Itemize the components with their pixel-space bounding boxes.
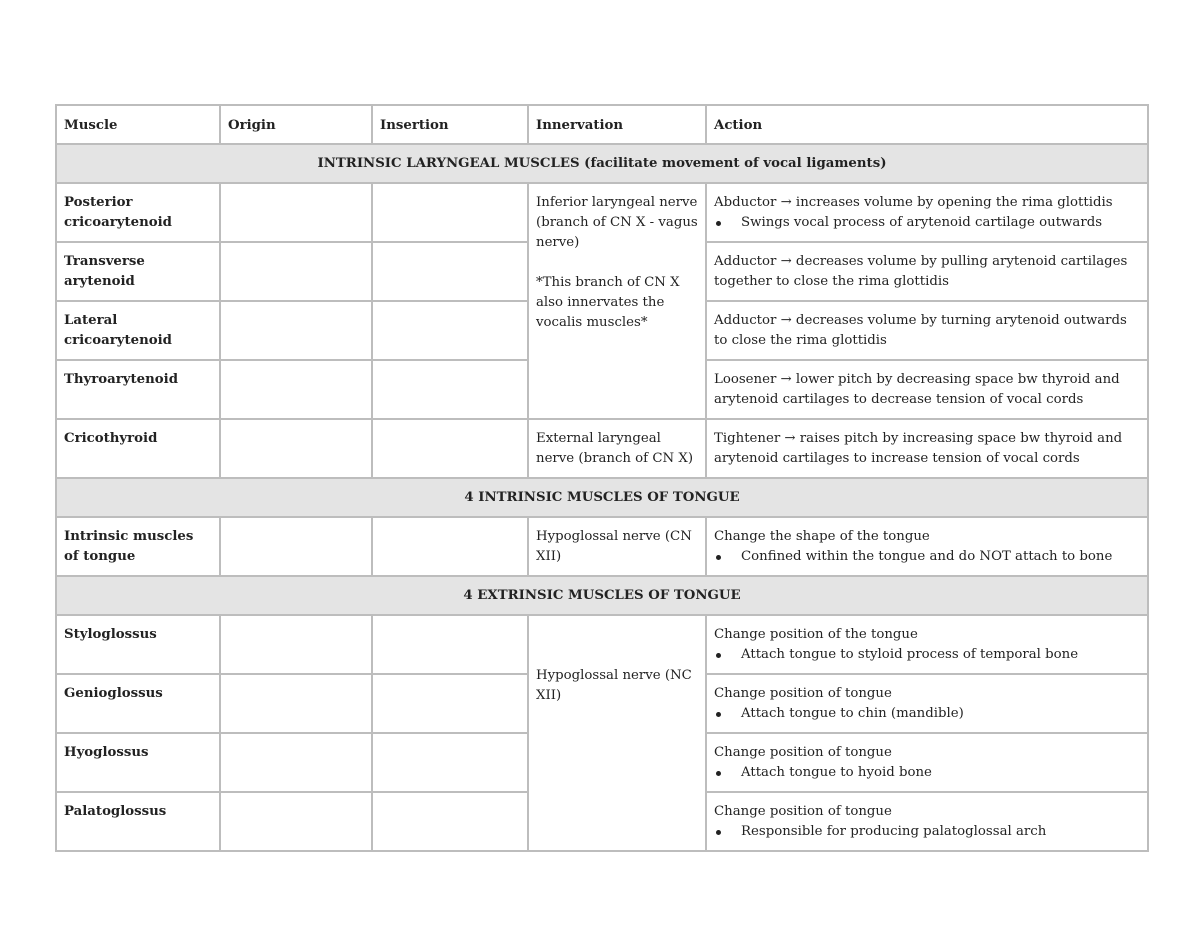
action-text: Change position of tongue bbox=[714, 686, 892, 701]
table-row bbox=[56, 615, 1148, 674]
muscle-name: Styloglossus bbox=[56, 615, 220, 674]
action-bullet: Swings vocal process of arytenoid cartilage outwards bbox=[714, 213, 1140, 233]
action-cell bbox=[706, 419, 1148, 478]
innervation-text: Hypoglossal nerve (CN XII) bbox=[536, 529, 692, 564]
innervation-text: Hypoglossal nerve (NC XII) bbox=[536, 668, 692, 703]
action-cell bbox=[706, 301, 1148, 360]
origin-cell bbox=[220, 360, 372, 419]
insertion-cell bbox=[372, 792, 528, 851]
action-cell bbox=[706, 360, 1148, 419]
section-title: INTRINSIC LARYNGEAL MUSCLES (facilitate movement of vocal ligaments) bbox=[56, 144, 1148, 183]
action-text: Change position of the tongue bbox=[714, 627, 918, 642]
table-row bbox=[56, 517, 1148, 576]
action-text: Change position of tongue bbox=[714, 745, 892, 760]
muscle-name: Posterior cricoarytenoid bbox=[56, 183, 220, 242]
action-text: Adductor → decreases volume by pulling arytenoid cartilages together to close the rima glottidis bbox=[714, 254, 1128, 289]
origin-cell bbox=[220, 419, 372, 478]
action-cell bbox=[706, 733, 1148, 792]
table-row bbox=[56, 419, 1148, 478]
action-cell bbox=[706, 674, 1148, 733]
action-cell bbox=[706, 792, 1148, 851]
innervation-cell bbox=[528, 183, 706, 419]
action-text: Tightener → raises pitch by increasing space bw thyroid and arytenoid cartilages to increase tension of vocal cords bbox=[714, 431, 1123, 466]
action-text: Loosener → lower pitch by decreasing space bw thyroid and arytenoid cartilages to decrease tension of vocal cords bbox=[714, 372, 1120, 407]
section-header-intrinsic-tongue bbox=[56, 478, 1148, 517]
insertion-cell bbox=[372, 733, 528, 792]
muscle-name: Intrinsic muscles of tongue bbox=[56, 517, 220, 576]
action-bullet: Responsible for producing palatoglossal arch bbox=[714, 822, 1140, 842]
innervation-text: External laryngeal nerve (branch of CN X) bbox=[536, 431, 694, 466]
origin-cell bbox=[220, 615, 372, 674]
insertion-cell bbox=[372, 242, 528, 301]
insertion-cell bbox=[372, 674, 528, 733]
section-header-extrinsic-tongue bbox=[56, 576, 1148, 615]
insertion-cell bbox=[372, 183, 528, 242]
muscle-name: Thyroarytenoid bbox=[56, 360, 220, 419]
action-text: Change the shape of the tongue bbox=[714, 529, 930, 544]
action-cell bbox=[706, 183, 1148, 242]
section-title: 4 EXTRINSIC MUSCLES OF TONGUE bbox=[56, 576, 1148, 615]
muscle-name: Palatoglossus bbox=[56, 792, 220, 851]
action-bullet: Attach tongue to hyoid bone bbox=[714, 763, 1140, 783]
section-header-laryngeal bbox=[56, 144, 1148, 183]
muscle-name: Transverse arytenoid bbox=[56, 242, 220, 301]
insertion-cell bbox=[372, 615, 528, 674]
origin-cell bbox=[220, 517, 372, 576]
muscle-name: Cricothyroid bbox=[56, 419, 220, 478]
insertion-cell bbox=[372, 360, 528, 419]
origin-cell bbox=[220, 792, 372, 851]
innervation-text: Inferior laryngeal nerve (branch of CN X - vagus nerve) bbox=[536, 195, 698, 250]
action-cell bbox=[706, 517, 1148, 576]
header-row bbox=[56, 105, 1148, 144]
innervation-cell bbox=[528, 517, 706, 576]
muscle-table bbox=[55, 104, 1149, 852]
header-insertion: Insertion bbox=[372, 105, 528, 144]
origin-cell bbox=[220, 301, 372, 360]
action-text: Abductor → increases volume by opening the rima glottidis bbox=[714, 195, 1113, 210]
action-cell bbox=[706, 242, 1148, 301]
muscle-name: Lateral cricoarytenoid bbox=[56, 301, 220, 360]
insertion-cell bbox=[372, 301, 528, 360]
origin-cell bbox=[220, 183, 372, 242]
action-bullet: Attach tongue to chin (mandible) bbox=[714, 704, 1140, 724]
origin-cell bbox=[220, 733, 372, 792]
action-cell bbox=[706, 615, 1148, 674]
header-innervation: Innervation bbox=[528, 105, 706, 144]
table-row bbox=[56, 183, 1148, 242]
action-text: Change position of tongue bbox=[714, 804, 892, 819]
action-text: Adductor → decreases volume by turning arytenoid outwards to close the rima glottidis bbox=[714, 313, 1127, 348]
header-action: Action bbox=[706, 105, 1148, 144]
muscle-name: Genioglossus bbox=[56, 674, 220, 733]
innervation-note: *This branch of CN X also innervates the vocalis muscles* bbox=[536, 275, 680, 330]
origin-cell bbox=[220, 674, 372, 733]
innervation-cell bbox=[528, 419, 706, 478]
muscle-name: Hyoglossus bbox=[56, 733, 220, 792]
insertion-cell bbox=[372, 419, 528, 478]
innervation-cell bbox=[528, 615, 706, 851]
header-muscle: Muscle bbox=[56, 105, 220, 144]
section-title: 4 INTRINSIC MUSCLES OF TONGUE bbox=[56, 478, 1148, 517]
insertion-cell bbox=[372, 517, 528, 576]
action-bullet: Confined within the tongue and do NOT attach to bone bbox=[714, 547, 1140, 567]
origin-cell bbox=[220, 242, 372, 301]
action-bullet: Attach tongue to styloid process of temporal bone bbox=[714, 645, 1140, 665]
header-origin: Origin bbox=[220, 105, 372, 144]
